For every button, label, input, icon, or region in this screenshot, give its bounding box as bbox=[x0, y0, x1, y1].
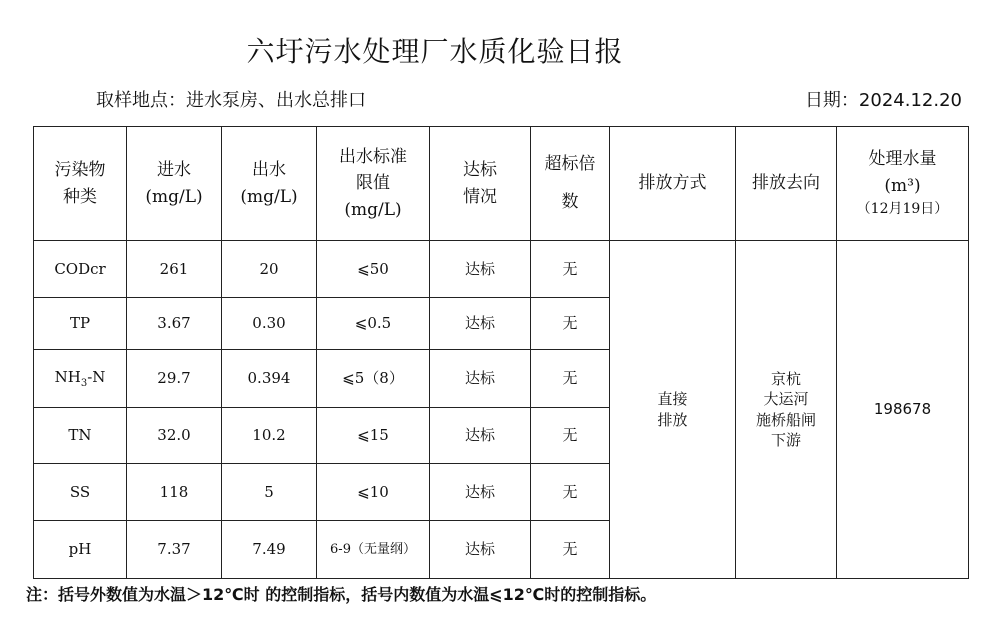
influent-value: 32.0 bbox=[127, 408, 222, 464]
compliance-status: 达标 bbox=[430, 408, 531, 464]
header-volume: 处理水量 (m³) （12月19日） bbox=[837, 127, 969, 241]
header-discharge-mode: 排放方式 bbox=[610, 127, 736, 241]
discharge-mode: 直接 排放 bbox=[610, 241, 736, 579]
compliance-status: 达标 bbox=[430, 298, 531, 350]
exceed-value: 无 bbox=[531, 408, 610, 464]
header-row bbox=[34, 127, 969, 241]
report-date: 日期：2024.12.20 bbox=[804, 90, 962, 111]
footnote: 注：括号外数值为水温＞12℃时 的控制指标，括号内数值为水温⩽12℃时的控制指标。 bbox=[26, 585, 657, 604]
effluent-value: 5 bbox=[222, 464, 317, 521]
influent-value: 118 bbox=[127, 464, 222, 521]
header-discharge-dest: 排放去向 bbox=[736, 127, 837, 241]
influent-value: 261 bbox=[127, 241, 222, 298]
exceed-value: 无 bbox=[531, 350, 610, 408]
pollutant-name: CODcr bbox=[34, 241, 127, 298]
header-limit: 出水标准限值 (mg/L) bbox=[317, 127, 430, 241]
limit-value: ⩽15 bbox=[317, 408, 430, 464]
pollutant-name: $NH_3-N$ bbox=[34, 350, 127, 408]
effluent-value: 20 bbox=[222, 241, 317, 298]
header-exceed: 超标倍数 bbox=[531, 127, 610, 241]
influent-value: 7.37 bbox=[127, 521, 222, 579]
pollutant-name: TN bbox=[34, 408, 127, 464]
treated-volume: 198678 bbox=[837, 241, 969, 579]
effluent-value: 7.49 bbox=[222, 521, 317, 579]
table-row bbox=[34, 241, 969, 298]
compliance-status: 达标 bbox=[430, 350, 531, 408]
limit-value: ⩽50 bbox=[317, 241, 430, 298]
effluent-value: 0.394 bbox=[222, 350, 317, 408]
water-quality-table bbox=[33, 126, 969, 579]
exceed-value: 无 bbox=[531, 298, 610, 350]
pollutant-name: SS bbox=[34, 464, 127, 521]
effluent-value: 0.30 bbox=[222, 298, 317, 350]
sampling-location: 取样地点：进水泵房、出水总排口 bbox=[96, 90, 366, 111]
compliance-status: 达标 bbox=[430, 241, 531, 298]
pollutant-name: pH bbox=[34, 521, 127, 579]
influent-value: 3.67 bbox=[127, 298, 222, 350]
limit-value: ⩽0.5 bbox=[317, 298, 430, 350]
compliance-status: 达标 bbox=[430, 464, 531, 521]
exceed-value: 无 bbox=[531, 464, 610, 521]
header-pollutant: 污染物种类 bbox=[34, 127, 127, 241]
exceed-value: 无 bbox=[531, 241, 610, 298]
pollutant-name: TP bbox=[34, 298, 127, 350]
limit-value: 6-9（无量纲） bbox=[317, 521, 430, 579]
exceed-value: 无 bbox=[531, 521, 610, 579]
limit-value: ⩽10 bbox=[317, 464, 430, 521]
effluent-value: 10.2 bbox=[222, 408, 317, 464]
discharge-destination: 京杭 大运河 施桥船闸 下游 bbox=[736, 241, 837, 579]
limit-value: ⩽5（8） bbox=[317, 350, 430, 408]
influent-value: 29.7 bbox=[127, 350, 222, 408]
report-title: 六圩污水处理厂水质化验日报 bbox=[246, 35, 624, 68]
header-influent: 进水 (mg/L) bbox=[127, 127, 222, 241]
header-compliance: 达标情况 bbox=[430, 127, 531, 241]
header-effluent: 出水 (mg/L) bbox=[222, 127, 317, 241]
compliance-status: 达标 bbox=[430, 521, 531, 579]
